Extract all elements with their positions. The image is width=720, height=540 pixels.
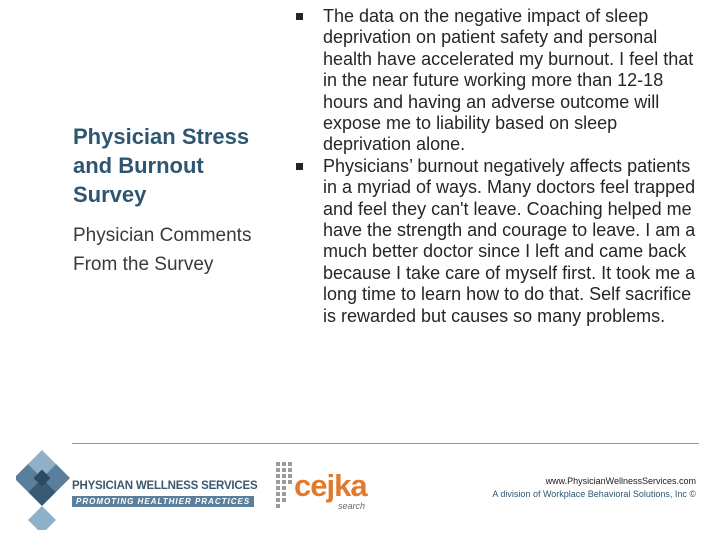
comment-item [296, 6, 696, 156]
cejka-search-logo [276, 462, 376, 522]
cejka-wordmark: cejka [294, 468, 367, 503]
comment-item [296, 156, 696, 327]
cejka-subtext: search [338, 501, 366, 511]
comment-text: Physicians’ burnout negatively affects patients in a myriad of ways. Many doctors feel trapped and feel they can't leave. Coaching helped me have the strength and courage to leave. I am a much better doctor since I left and came back because I take care of myself first. It took me a long time to learn how to do that. Self sacrifice is rewarded but causes so many problems. [323, 155, 696, 326]
square-bullet-icon [296, 13, 303, 20]
footer-divider [72, 443, 699, 444]
physician-wellness-services-logo [16, 450, 258, 530]
cejka-dots-icon [276, 462, 296, 512]
footer-url: www.PhysicianWellnessServices.com [545, 476, 696, 486]
comment-text: The data on the negative impact of sleep deprivation on patient safety and personal health have accelerated my burnout. I feel that in the near future working more than 12-18 hours and having an adverse outcome will expose me to liability based on sleep deprivation alone. [323, 6, 694, 155]
slide-title: Physician Stress and Burnout Survey [73, 124, 250, 207]
comment-list [296, 6, 696, 327]
pws-cross-icon [16, 450, 72, 530]
pws-tagline: PROMOTING HEALTHIER PRACTICES [72, 496, 254, 507]
footer-division-note: A division of Workplace Behavioral Solutions, Inc © [492, 489, 696, 499]
square-bullet-icon [296, 163, 303, 170]
pws-name: PHYSICIAN WELLNESS SERVICES [72, 480, 258, 492]
slide-subtitle: Physician Comments From the Survey [73, 225, 252, 275]
